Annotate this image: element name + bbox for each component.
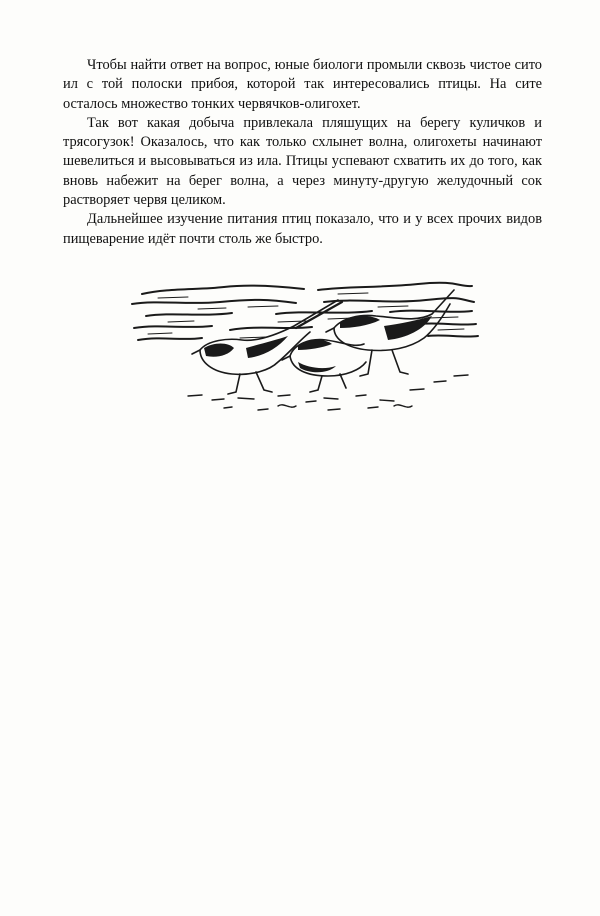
bird-middle-dark-cap	[298, 340, 332, 350]
body-text	[63, 56, 542, 249]
bird-right-dark-cap	[340, 316, 380, 328]
paragraph-1: Чтобы найти ответ на вопрос, юные биологи промыли сквозь чистое сито ил с той полоски прибоя, которой так интересовались птицы. На сите осталось множество тонких червячков-олигохет.	[63, 57, 542, 112]
paragraph-2: Так вот какая добыча привлекала пляшущих на берегу куличков и трясогузок! Оказалось, что как только схлынет волна, олигохеты начинают шевелиться и высовываться из ила. Птицы успевают схватить их до того, как вновь набежит на берег волна, а через минуту-другую желудочный сок растворяет червя целиком.	[63, 114, 542, 209]
wagtails-illustration	[128, 278, 480, 418]
water-lines	[132, 283, 478, 340]
ground-marks	[188, 375, 468, 410]
bird-middle-dark-chest	[298, 362, 336, 372]
paragraph-3: Дальнейшее изучение питания птиц показало, что и у всех прочих видов пищеварение идёт почти столь же быстро.	[63, 211, 542, 247]
bird-left-dark-head	[204, 344, 234, 357]
